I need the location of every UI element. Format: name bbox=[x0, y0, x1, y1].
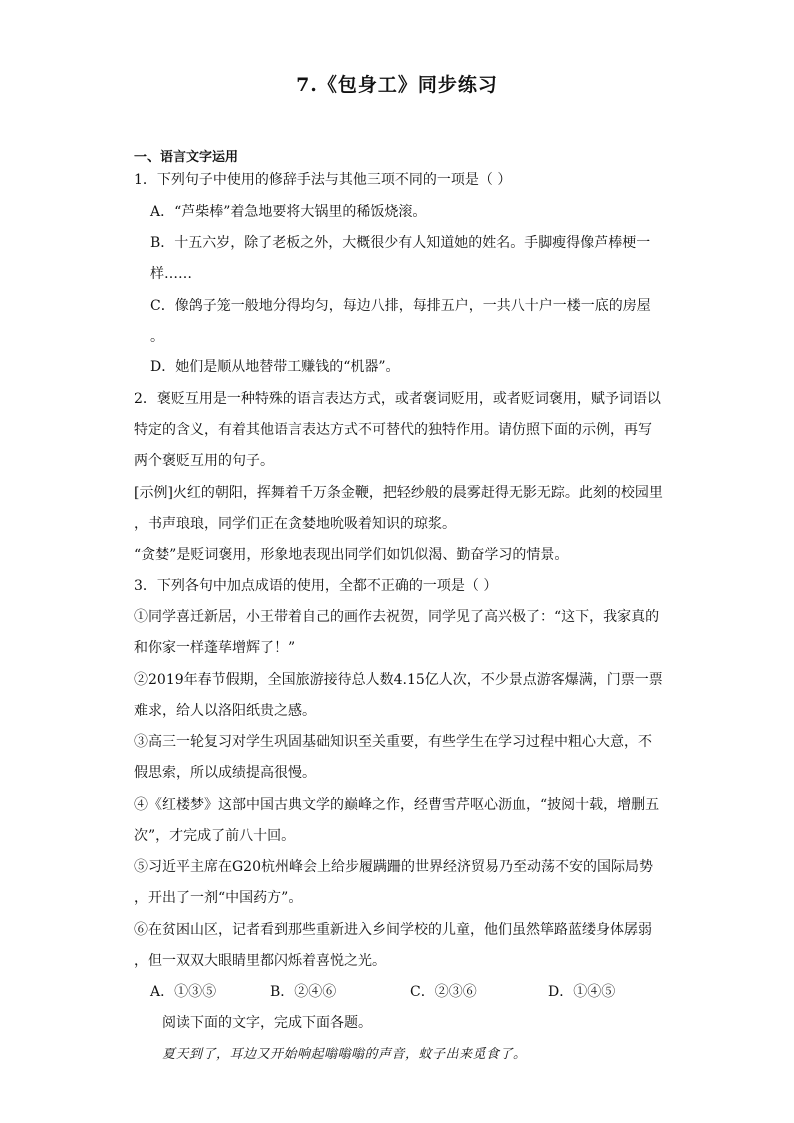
reading-intro: 阅读下面的文字，完成下面各题。 bbox=[162, 1015, 372, 1031]
question-3-sentence-3-cont: 假思索，所以成绩提高很慢。 bbox=[134, 765, 316, 781]
question-1-option-c: C．像鸽子笼一般地分得均匀，每边八排，每排五户，一共八十户一楼一底的房屋 bbox=[150, 298, 651, 314]
question-3-sentence-2-cont: 难求，给人以洛阳纸贵之感。 bbox=[134, 703, 316, 719]
section-heading: 一、语言文字运用 bbox=[134, 150, 239, 165]
page-title: 7.《包身工》同步练习 bbox=[296, 74, 498, 96]
question-3-sentence-6: ⑥在贫困山区，记者看到那些重新进入乡间学校的儿童，他们虽然筚路蓝缕身体孱弱 bbox=[134, 922, 652, 938]
question-3-option-d: D．①④⑤ bbox=[548, 984, 616, 1000]
question-3-stem: 3．下列各句中加点成语的使用，全都不正确的一项是（ ） bbox=[134, 578, 498, 594]
question-3-sentence-2: ②2019年春节假期，全国旅游接待总人数4.15亿人次，不少景点游客爆满，门票一票 bbox=[134, 672, 663, 688]
question-1-stem: 1．下列句子中使用的修辞手法与其他三项不同的一项是（ ） bbox=[134, 172, 512, 188]
question-3-sentence-5: ⑤习近平主席在G20杭州峰会上给步履蹒跚的世界经济贸易乃至动荡不安的国际局势 bbox=[134, 859, 653, 875]
question-3-sentence-1: ①同学喜迁新居，小王带着自己的画作去祝贺，同学见了高兴极了：“这下，我家真的 bbox=[134, 609, 660, 625]
question-2-example-2: ，书声琅琅，同学们正在贪婪地吮吸着知识的琼浆。 bbox=[134, 516, 456, 532]
question-3-option-a: A．①③⑤ bbox=[150, 984, 217, 1000]
question-2-line-1: 2．褒贬互用是一种特殊的语言表达方式，或者褒词贬用，或者贬词褒用，赋予词语以 bbox=[134, 391, 661, 407]
question-3-sentence-4: ④《红楼梦》这部中国古典文学的巅峰之作，经曹雪芹呕心沥血，“披阅十载，增删五 bbox=[134, 797, 660, 813]
question-2-line-2: 特定的含义，有着其他语言表达方式不可替代的独特作用。请仿照下面的示例，再写 bbox=[134, 422, 652, 438]
question-1-option-b-cont: 样…… bbox=[150, 266, 192, 282]
passage-first-line: 夏天到了，耳边又开始响起嗡嗡嗡的声音，蚊子出来觅食了。 bbox=[162, 1047, 527, 1062]
question-2-example-1: [示例]火红的朝阳，挥舞着千万条金鞭，把轻纱般的晨雾赶得无影无踪。此刻的校园里 bbox=[134, 485, 663, 501]
question-2-example-3: “贪婪”是贬词褒用，形象地表现出同学们如饥似渴、勤奋学习的情景。 bbox=[134, 547, 569, 563]
question-1-option-a: A．“芦柴棒”着急地要将大锅里的稀饭烧滚。 bbox=[150, 204, 427, 220]
question-1-option-b: B．十五六岁，除了老板之外，大概很少有人知道她的姓名。手脚瘦得像芦棒梗一 bbox=[150, 235, 651, 251]
question-3-sentence-6-cont: ，但一双双大眼睛里都闪烁着喜悦之光。 bbox=[134, 953, 386, 969]
question-3-option-b: B．②④⑥ bbox=[270, 984, 337, 1000]
question-3-sentence-1-cont: 和你家一样蓬荜增辉了！” bbox=[134, 640, 296, 656]
question-3-sentence-4-cont: 次”，才完成了前八十回。 bbox=[134, 828, 296, 844]
question-3-option-c: C．②③⑥ bbox=[410, 984, 477, 1000]
question-1-option-d: D．她们是顺从地替带工赚钱的“机器”。 bbox=[150, 359, 400, 375]
question-3-sentence-3: ③高三一轮复习对学生巩固基础知识至关重要，有些学生在学习过程中粗心大意，不 bbox=[134, 734, 652, 750]
question-2-line-3: 两个褒贬互用的句子。 bbox=[134, 453, 274, 469]
question-1-option-c-cont: 。 bbox=[150, 329, 164, 345]
question-3-sentence-5-cont: ，开出了一剂“中国药方”。 bbox=[134, 890, 303, 906]
